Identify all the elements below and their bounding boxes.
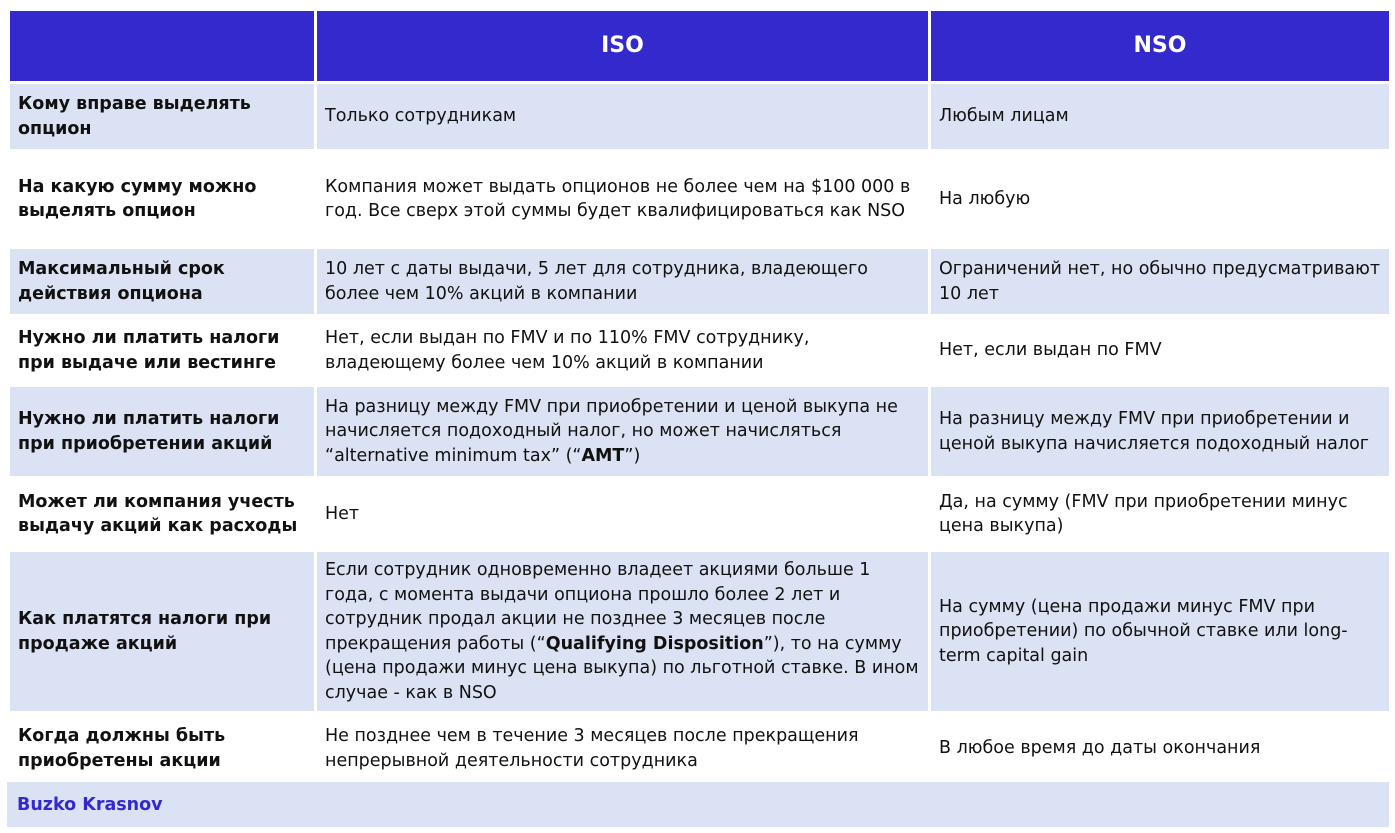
- header-corner: [9, 10, 316, 83]
- table-row: [9, 83, 1391, 151]
- header-nso: NSO: [930, 10, 1391, 83]
- row-question: Может ли компания учесть выдачу акций как расходы: [9, 478, 316, 551]
- row-iso-text-end: ”), то на сумму (цена продажи минус цена выкупа) по льготной ставке. В ином случае - как в NSO: [325, 633, 919, 703]
- row-iso-text-end: ”): [624, 445, 641, 466]
- row-nso: Да, на сумму (FMV при приобретении минус цена выкупа): [930, 478, 1391, 551]
- row-iso: Только сотрудникам: [316, 83, 930, 151]
- row-iso-text: Если сотрудник одновременно владеет акциями больше 1 года, с момента выдачи опциона прошло более 2 лет и сотрудник продал акции не позднее 3 месяцев после прекращения работы (“: [325, 560, 871, 654]
- table-row: [9, 151, 1391, 248]
- table-row: [9, 386, 1391, 478]
- row-iso: Не позднее чем в течение 3 месяцев после прекращения непрерывной деятельности сотрудника: [316, 713, 930, 785]
- table-row: [9, 248, 1391, 316]
- row-nso: На разницу между FMV при приобретении и ценой выкупа начисляется подоходный налог: [930, 386, 1391, 478]
- row-iso: Компания может выдать опционов не более чем на $100 000 в год. Все сверх этой суммы будет квалифицироваться как NSO: [316, 151, 930, 248]
- row-question: Когда должны быть приобретены акции: [9, 713, 316, 785]
- row-iso: [316, 551, 930, 713]
- row-iso: Нет: [316, 478, 930, 551]
- row-iso-bold: AMT: [581, 445, 625, 466]
- table-row: [9, 551, 1391, 713]
- footer-bar: [7, 782, 1389, 830]
- row-nso: На сумму (цена продажи минус FMV при приобретении) по обычной ставке или long-term capital gain: [930, 551, 1391, 713]
- row-question: Нужно ли платить налоги при выдаче или вестинге: [9, 316, 316, 386]
- row-question: Как платятся налоги при продаже акций: [9, 551, 316, 713]
- row-nso: Любым лицам: [930, 83, 1391, 151]
- table-row: [9, 316, 1391, 386]
- header-row: [9, 10, 1391, 83]
- header-iso: ISO: [316, 10, 930, 83]
- row-iso: Нет, если выдан по FMV и по 110% FMV сотруднику, владеющему более чем 10% акций в компании: [316, 316, 930, 386]
- table-row: [9, 713, 1391, 785]
- row-nso: Нет, если выдан по FMV: [930, 316, 1391, 386]
- row-iso: 10 лет с даты выдачи, 5 лет для сотрудника, владеющего более чем 10% акций в компании: [316, 248, 930, 316]
- row-nso: В любое время до даты окончания: [930, 713, 1391, 785]
- row-nso: На любую: [930, 151, 1391, 248]
- row-question: Кому вправе выделять опцион: [9, 83, 316, 151]
- brand-label: Buzko Krasnov: [17, 795, 163, 815]
- row-question: На какую сумму можно выделять опцион: [9, 151, 316, 248]
- row-iso: [316, 386, 930, 478]
- row-question: Максимальный срок действия опциона: [9, 248, 316, 316]
- row-nso: Ограничений нет, но обычно предусматривают 10 лет: [930, 248, 1391, 316]
- row-question: Нужно ли платить налоги при приобретении акций: [9, 386, 316, 478]
- comparison-table: [7, 8, 1392, 786]
- table-row: [9, 478, 1391, 551]
- row-iso-text: На разницу между FMV при приобретении и ценой выкупа не начисляется подоходный налог, но может начисляться “alternative minimum tax” (“: [325, 396, 898, 466]
- row-iso-bold: Qualifying Disposition: [545, 633, 764, 654]
